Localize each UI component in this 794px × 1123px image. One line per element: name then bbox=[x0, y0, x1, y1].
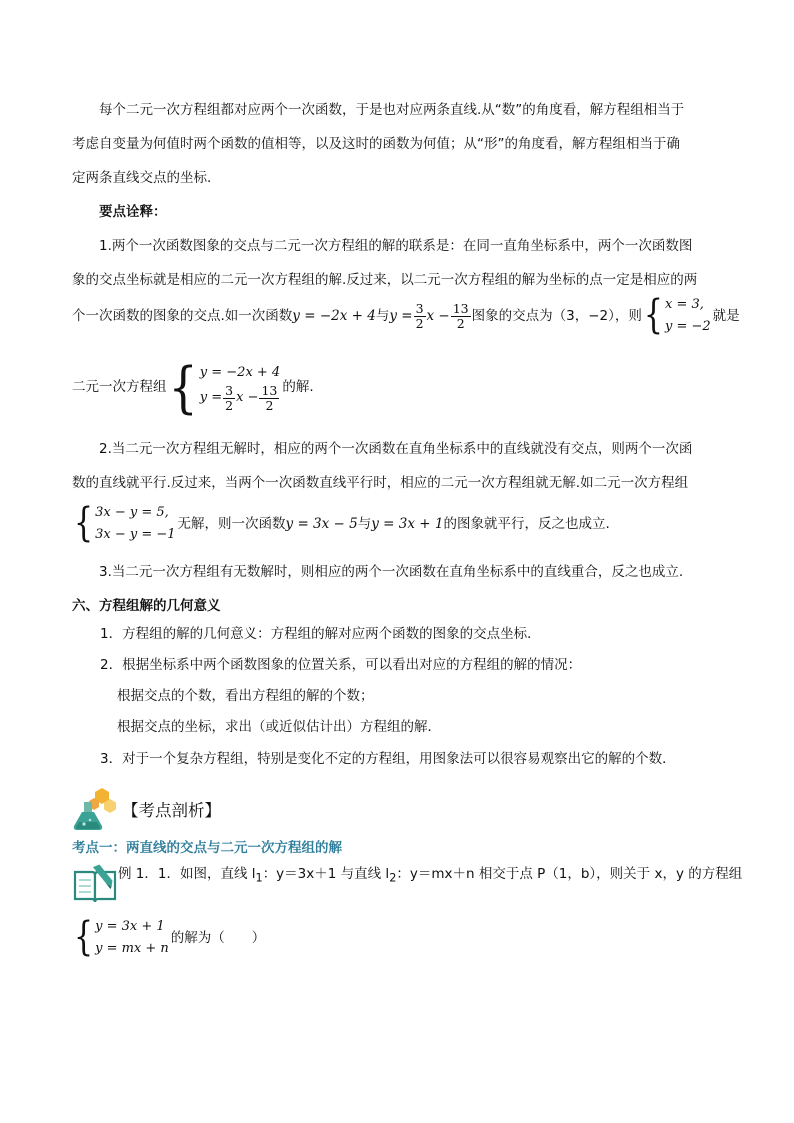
system-row-1: y = −2x + 4 bbox=[199, 365, 281, 381]
text: 图象的交点为（3，−2），则 bbox=[471, 308, 642, 324]
function-b: y = 3x + 1 bbox=[371, 516, 444, 532]
equation-system bbox=[168, 354, 281, 420]
point1-line-3 bbox=[72, 291, 740, 341]
key-points-heading: 要点诠释： bbox=[99, 204, 167, 220]
example-1-line-2 bbox=[72, 912, 722, 964]
text: 无解，则一次函数 bbox=[177, 516, 286, 532]
fraction-13-2: $\frac{13}{2}$ bbox=[452, 301, 469, 331]
text: 的解为（ ） bbox=[170, 930, 266, 946]
point2-line-1: 2.当二元一次方程组无解时，相应的两个一次函数在直角坐标系中的直线就没有交点，则两个一次函 bbox=[99, 441, 693, 457]
section6-item-3: 3．对于一个复杂方程组，特别是变化不定的方程组，用图象法可以很容易观察出它的解的个数． bbox=[100, 751, 676, 767]
point1-line-2: 象的交点坐标就是相应的二元一次方程组的解.反过来，以二元一次方程组的解为坐标的点一定是相应的两 bbox=[72, 272, 698, 288]
system-row-1: 3x − y = 5, bbox=[95, 505, 169, 520]
system-row-2: y = mx + n bbox=[95, 941, 169, 956]
subscript-2: 2 bbox=[389, 871, 397, 885]
point3: 3.当二元一次方程组有无数解时，则相应的两个一次函数在直角坐标系中的直线重合，反之也成立. bbox=[99, 564, 684, 580]
text: 的图象就平行，反之也成立. bbox=[443, 516, 610, 532]
example-1-line-1: 例 1．1．如图，直线 $l_1$：y＝3x＋1 与直线 $l_2$：y＝mx＋n 相交于点 P（1，b），则关于 x，y 的方程组 bbox=[118, 866, 743, 885]
section6-sub-1: 根据交点的个数，看出方程组的解的个数； bbox=[117, 688, 374, 704]
point1-line-4 bbox=[72, 352, 722, 422]
equation-system bbox=[74, 913, 169, 961]
intro-line-2: 考虑自变量为何值时两个函数的值相等，以及这时的函数为何值；从“形”的角度看，解方程组相当于确 bbox=[72, 136, 680, 152]
function-a: y = 3x − 5 bbox=[285, 516, 358, 532]
text: 与 bbox=[357, 516, 372, 532]
analysis-header bbox=[72, 786, 221, 832]
point2-line-3 bbox=[72, 498, 722, 550]
analysis-title: 【考点剖析】 bbox=[122, 801, 221, 820]
solution-system bbox=[643, 291, 711, 339]
left-brace: { bbox=[643, 291, 663, 339]
section6-heading: 六、方程组解的几何意义 bbox=[72, 598, 221, 614]
intro-line-3: 定两条直线交点的坐标. bbox=[72, 170, 212, 186]
text: 就是 bbox=[712, 308, 740, 324]
point2-line-2: 数的直线就平行.反过来，当两个一次函数直线平行时，相应的二元一次方程组就无解.如二元一次方程组 bbox=[72, 475, 689, 491]
system-row-2: 3x − y = −1 bbox=[95, 527, 176, 542]
text: 二元一次方程组 bbox=[72, 379, 167, 395]
subscript-1: 1 bbox=[255, 871, 263, 885]
function-2-mid: x − bbox=[426, 308, 450, 324]
function-1: y = −2x + 4 bbox=[292, 308, 376, 324]
text: 与 bbox=[375, 308, 390, 324]
kaodian-1-heading: 考点一：两直线的交点与二元一次方程组的解 bbox=[72, 840, 342, 856]
book-pencil-icon bbox=[72, 862, 118, 904]
left-brace: { bbox=[168, 354, 198, 420]
text: 个一次函数的图象的交点.如一次函数 bbox=[72, 308, 293, 324]
section6-sub-2: 根据交点的坐标，求出（或近似估计出）方程组的解． bbox=[117, 719, 441, 735]
system-row-2: y = $\frac{3}{2}$ x − $\frac{13}{2}$ bbox=[199, 383, 278, 413]
function-2-lhs: y = bbox=[389, 308, 413, 324]
system-row-1: y = 3x + 1 bbox=[95, 919, 165, 934]
section6-item-2: 2．根据坐标系中两个函数图象的位置关系，可以看出对应的方程组的解的情况： bbox=[100, 657, 582, 673]
left-brace: { bbox=[74, 913, 94, 961]
fraction-3-2: $\frac{3}{2}$ bbox=[415, 301, 424, 331]
solution-row-2: y = −2 bbox=[664, 319, 711, 334]
chemistry-flask-icon bbox=[72, 786, 118, 832]
equation-system bbox=[74, 499, 176, 547]
intro-line-1: 每个二元一次方程组都对应两个一次函数，于是也对应两条直线.从“数”的角度看，解方程组相当于 bbox=[99, 102, 685, 118]
section6-item-1: 1．方程组的解的几何意义：方程组的解对应两个函数的图象的交点坐标． bbox=[100, 626, 541, 642]
text: 的解. bbox=[282, 379, 314, 395]
solution-row-1: x = 3, bbox=[664, 297, 704, 312]
left-brace: { bbox=[74, 499, 94, 547]
point1-line-1: 1.两个一次函数图象的交点与二元一次方程组的解的联系是：在同一直角坐标系中，两个一次函数图 bbox=[99, 238, 693, 254]
